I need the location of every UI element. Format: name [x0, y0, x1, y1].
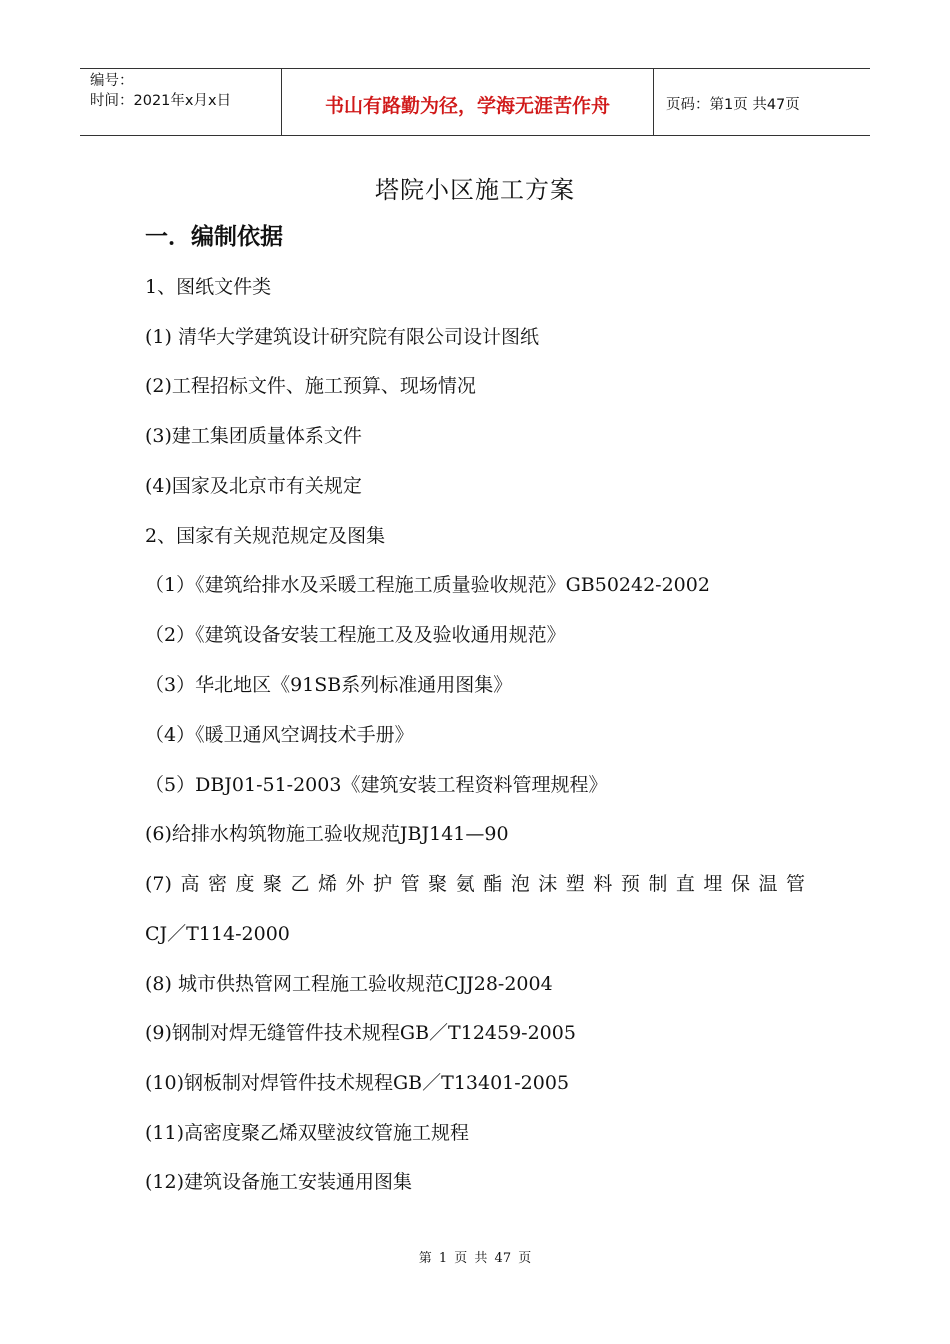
body-line: （2）《建筑设备安装工程施工及及验收通用规范》 [145, 624, 566, 646]
body-line: (1) 清华大学建筑设计研究院有限公司设计图纸 [145, 326, 539, 348]
header-page-info: 页码：第1页 共47页 [666, 96, 800, 113]
document-title: 塔院小区施工方案 [375, 176, 575, 204]
header-meta-cell [80, 69, 282, 135]
body-line: （5）DBJ01-51-2003《建筑安装工程资料管理规程》 [145, 774, 608, 796]
body-line: (3)建工集团质量体系文件 [145, 425, 362, 447]
body-line: (8) 城市供热管网工程施工验收规范CJJ28-2004 [145, 973, 553, 995]
body-line: 2、国家有关规范规定及图集 [145, 525, 386, 547]
page-footer: 第 1 页 共 47 页 [418, 1251, 532, 1266]
body-line: (12)建筑设备施工安装通用图集 [145, 1171, 413, 1193]
body-line: (10)钢板制对焊管件技术规程GB／T13401-2005 [145, 1072, 570, 1094]
header-table [80, 68, 870, 136]
body-line: (7)高密度聚乙烯外护管聚氨酯泡沫塑料预制直埋保温管 [145, 873, 805, 895]
header-motto: 书山有路勤为径，学海无涯苦作舟 [282, 69, 654, 135]
body-line: (4)国家及北京市有关规定 [145, 475, 362, 497]
body-line: （4）《暖卫通风空调技术手册》 [145, 724, 414, 746]
body-line: 1、图纸文件类 [145, 276, 272, 298]
body-line: （1）《建筑给排水及采暖工程施工质量验收规范》GB50242-2002 [145, 574, 710, 596]
number-label: 编号： [90, 73, 134, 89]
body-line: CJ／T114-2000 [145, 923, 290, 945]
body-line: (2)工程招标文件、施工预算、现场情况 [145, 375, 476, 397]
body-line: (9)钢制对焊无缝管件技术规程GB／T12459-2005 [145, 1022, 576, 1044]
time-label: 时间：2021年x月x日 [90, 93, 232, 109]
body-line: (6)给排水构筑物施工验收规范JBJ141—90 [145, 823, 509, 845]
body-line: (11)高密度聚乙烯双壁波纹管施工规程 [145, 1122, 470, 1144]
section-heading: 一．编制依据 [145, 224, 283, 250]
body-line: （3）华北地区《91SB系列标准通用图集》 [145, 674, 513, 696]
